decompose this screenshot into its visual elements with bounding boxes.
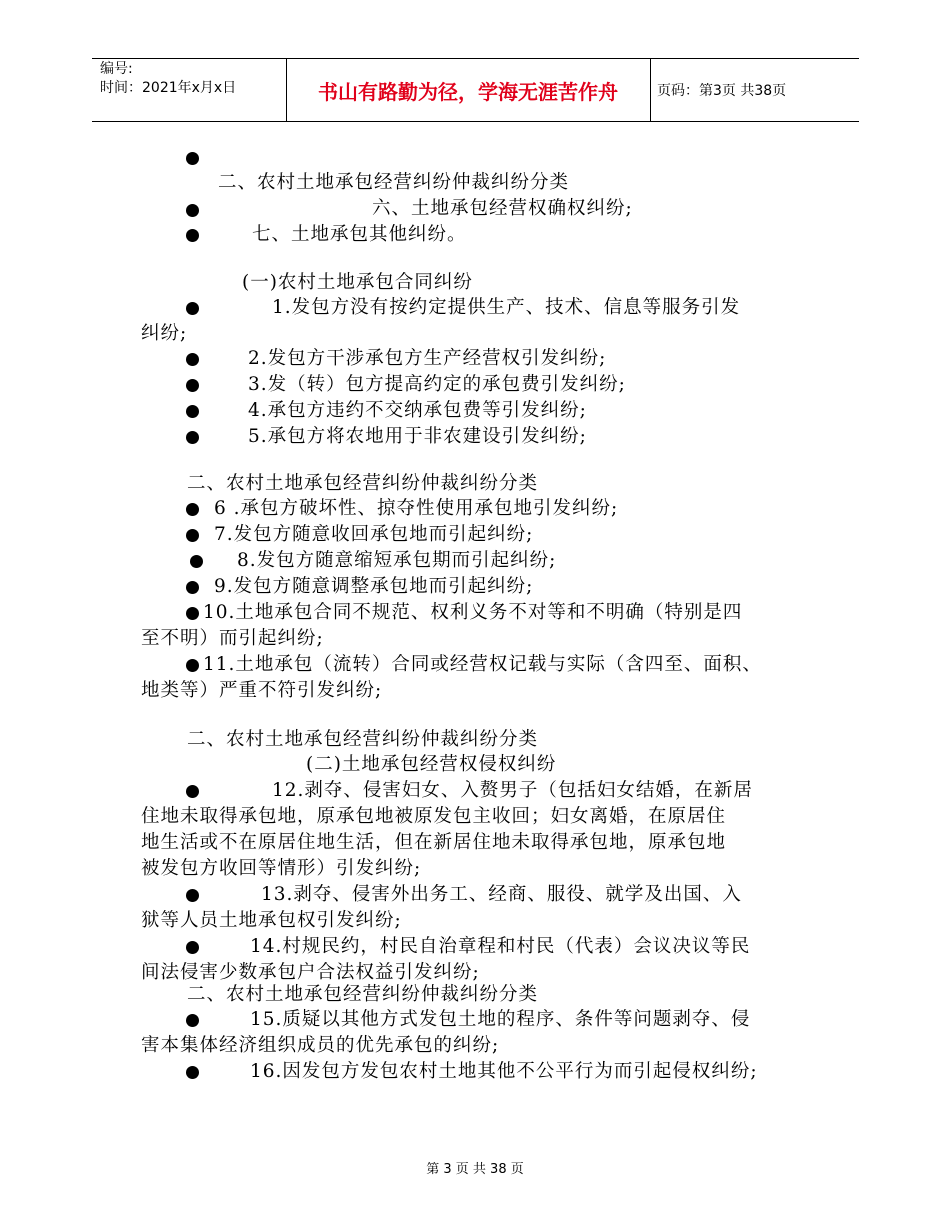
- subsection-heading: (二)土地承包经营权侵权纠纷: [306, 754, 557, 775]
- document-time-label: 时间：2021年x月x日: [100, 80, 237, 96]
- list-item-continuation: 住地未取得承包地，原承包地被原发包主收回；妇女离婚，在原居住: [141, 806, 727, 827]
- list-item: 4.承包方违约不交纳承包费等引发纠纷;: [248, 400, 587, 421]
- bullet-icon: [186, 1014, 199, 1027]
- list-item-continuation: 地生活或不在原居住地生活，但在新居住地未取得承包地，原承包地: [141, 832, 727, 853]
- list-item: 3.发（转）包方提高约定的承包费引发纠纷;: [248, 374, 626, 395]
- bullet-icon: [186, 529, 199, 542]
- section-heading: 二、农村土地承包经营纠纷仲裁纠纷分类: [187, 984, 539, 1005]
- bullet-icon: [186, 431, 199, 444]
- list-item: 5.承包方将农地用于非农建设引发纠纷;: [248, 426, 587, 447]
- list-item: 六、土地承包经营权确权纠纷;: [372, 198, 633, 219]
- bullet-icon: [186, 229, 199, 242]
- bullet-icon: [186, 503, 199, 516]
- header-page-info: 页码：第3页 共38页: [657, 83, 787, 99]
- header-top-rule: [92, 58, 859, 59]
- list-item-continuation: 间法侵害少数承包户合法权益引发纠纷;: [141, 962, 480, 983]
- list-item: 12.剥夺、侵害妇女、入赘男子（包括妇女结婚，在新居: [272, 780, 753, 801]
- bullet-icon: [186, 379, 199, 392]
- header-motto: 书山有路勤为径，学海无涯苦作舟: [318, 80, 618, 104]
- bullet-icon: [186, 607, 199, 620]
- bullet-icon: [186, 302, 199, 315]
- list-item: 1.发包方没有按约定提供生产、技术、信息等服务引发: [272, 297, 741, 318]
- list-item: 15.质疑以其他方式发包土地的程序、条件等问题剥夺、侵: [250, 1009, 751, 1030]
- list-item: 七、土地承包其他纠纷。: [252, 224, 467, 245]
- header-meta: [100, 60, 236, 98]
- list-item: 2.发包方干涉承包方生产经营权引发纠纷;: [248, 348, 607, 369]
- list-item: 13.剥夺、侵害外出务工、经商、服役、就学及出国、入: [261, 884, 742, 905]
- subsection-heading: (一)农村土地承包合同纠纷: [242, 272, 473, 293]
- list-item-continuation: 害本集体经济组织成员的优先承包的纠纷;: [141, 1035, 500, 1056]
- bullet-icon: [186, 1066, 199, 1079]
- bullet-icon: [186, 204, 199, 217]
- section-heading: 二、农村土地承包经营纠纷仲裁纠纷分类: [218, 172, 570, 193]
- list-item: 8.发包方随意缩短承包期而引起纠纷;: [237, 550, 557, 571]
- bullet-icon: [186, 405, 199, 418]
- list-item: 10.土地承包合同不规范、权利义务不对等和不明确（特别是四: [203, 602, 743, 623]
- list-item-continuation: 狱等人员土地承包权引发纠纷;: [141, 910, 402, 931]
- page-footer: 第 3 页 共 38 页: [426, 1162, 524, 1177]
- list-item: 14.村规民约，村民自治章程和村民（代表）会议决议等民: [250, 936, 751, 957]
- bullet-icon: [186, 353, 199, 366]
- list-item-continuation: 被发包方收回等情形）引发纠纷;: [141, 858, 422, 879]
- list-item-continuation: 纠纷;: [141, 323, 188, 344]
- header-bottom-rule: [92, 121, 859, 122]
- section-heading: 二、农村土地承包经营纠纷仲裁纠纷分类: [187, 729, 539, 750]
- list-item: 9.发包方随意调整承包地而引起纠纷;: [214, 576, 534, 597]
- bullet-icon: [186, 659, 199, 672]
- bullet-icon: [186, 785, 199, 798]
- list-item: 6 .承包方破坏性、掠夺性使用承包地引发纠纷;: [214, 498, 619, 519]
- list-item: 11.土地承包（流转）合同或经营权记载与实际（含四至、面积、: [203, 654, 762, 675]
- list-item: 7.发包方随意收回承包地而引起纠纷;: [214, 524, 534, 545]
- list-item-continuation: 至不明）而引起纠纷;: [141, 628, 324, 649]
- bullet-icon: [186, 581, 199, 594]
- bullet-icon: [186, 889, 199, 902]
- section-heading: 二、农村土地承包经营纠纷仲裁纠纷分类: [187, 473, 539, 494]
- bullet-icon: [186, 941, 199, 954]
- document-number-label: 编号:: [100, 61, 133, 77]
- list-item: 16.因发包方发包农村土地其他不公平行为而引起侵权纠纷;: [250, 1061, 758, 1082]
- bullet-icon: [190, 555, 203, 568]
- bullet-icon: [186, 152, 199, 165]
- header-divider-right: [650, 58, 651, 121]
- list-item-continuation: 地类等）严重不符引发纠纷;: [141, 680, 383, 701]
